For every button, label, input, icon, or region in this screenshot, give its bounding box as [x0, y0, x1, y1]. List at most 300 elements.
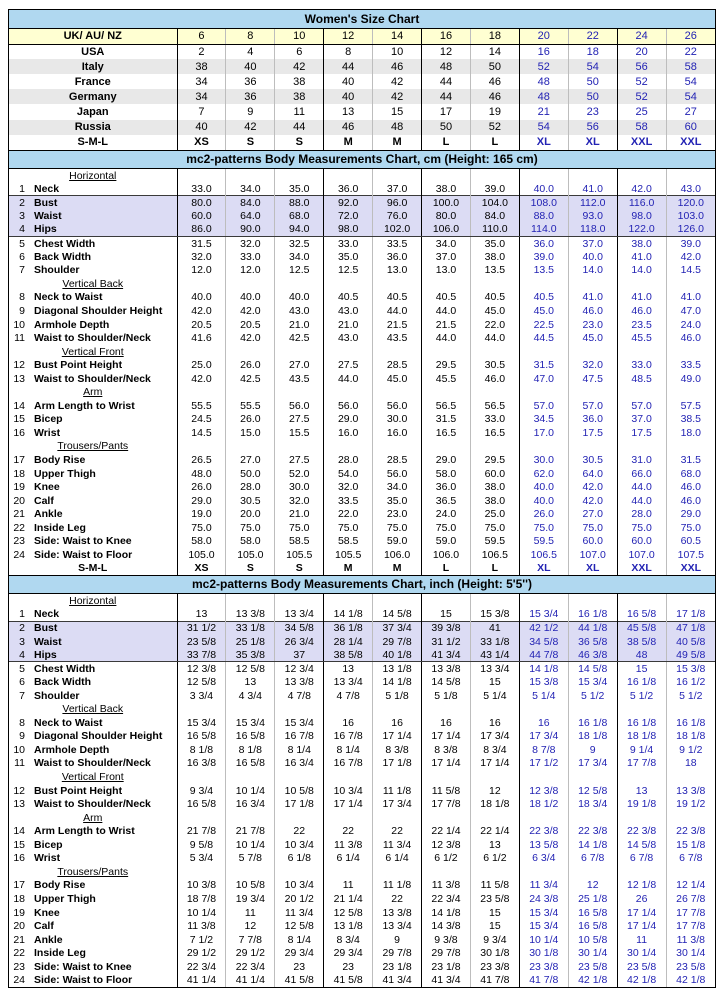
value-cell: [324, 594, 373, 608]
value-cell: 40: [177, 120, 226, 135]
measurement-row: [9, 973, 715, 987]
value-cell: 75.0: [422, 521, 471, 535]
value-cell: 15: [617, 662, 666, 676]
value-cell: S: [275, 562, 324, 576]
value-cell: 29 1/2: [177, 946, 226, 960]
size-row: [9, 135, 715, 150]
value-cell: 40.0: [275, 291, 324, 305]
value-cell: 48: [373, 120, 422, 135]
value-cell: 5 1/8: [422, 689, 471, 703]
value-cell: [519, 277, 568, 291]
value-cell: 22: [568, 29, 617, 44]
value-cell: 13 3/4: [470, 662, 519, 676]
row-number: 12: [13, 359, 25, 372]
row-number: 10: [13, 743, 25, 756]
value-cell: 6 1/4: [324, 852, 373, 866]
value-cell: [568, 703, 617, 717]
value-cell: 36 5/8: [568, 635, 617, 649]
value-cell: 26 7/8: [666, 892, 715, 906]
value-cell: 41 3/4: [422, 648, 471, 662]
value-cell: [177, 277, 226, 291]
value-cell: [177, 865, 226, 879]
subsection-label-text: Trousers/Pants: [57, 865, 129, 878]
value-cell: 42 1/8: [568, 973, 617, 987]
value-cell: 106.5: [519, 548, 568, 562]
value-cell: [226, 345, 275, 359]
value-cell: 38: [177, 59, 226, 74]
value-cell: [422, 865, 471, 879]
value-cell: 45.0: [373, 372, 422, 386]
row-number: 23: [13, 960, 25, 973]
subsection-label: [9, 345, 177, 359]
value-cell: 17 1/4: [422, 757, 471, 771]
value-cell: 30 1/8: [470, 946, 519, 960]
row-label-text: Side: Waist to Floor: [34, 974, 133, 987]
measurement-row: [9, 838, 715, 852]
value-cell: 45.5: [422, 372, 471, 386]
value-cell: [275, 770, 324, 784]
value-cell: 14 3/8: [422, 919, 471, 933]
row-number: 19: [13, 481, 25, 494]
value-cell: 4 3/4: [226, 689, 275, 703]
value-cell: 11 3/4: [373, 838, 422, 852]
measurement-row: [9, 196, 715, 210]
row-label-text: Knee: [34, 906, 60, 919]
row-label-text: Arm Length to Wrist: [34, 399, 135, 412]
value-cell: [373, 811, 422, 825]
row-number: 22: [13, 947, 25, 960]
subsection-row: [9, 345, 715, 359]
row-label-text: Wrist: [34, 852, 61, 865]
value-cell: 75.0: [470, 521, 519, 535]
value-cell: 21.5: [373, 318, 422, 332]
measurement-row: [9, 250, 715, 264]
value-cell: [324, 277, 373, 291]
value-cell: 64.0: [568, 467, 617, 481]
value-cell: 60.0: [470, 467, 519, 481]
value-cell: XL: [568, 562, 617, 576]
row-label: Italy: [9, 59, 177, 74]
value-cell: 34.0: [275, 250, 324, 264]
value-cell: 35.0: [373, 494, 422, 508]
value-cell: 11 1/8: [373, 784, 422, 798]
value-cell: 11: [226, 906, 275, 920]
subsection-row: [9, 770, 715, 784]
size-row: [9, 120, 715, 135]
value-cell: [666, 703, 715, 717]
value-cell: 16: [373, 716, 422, 730]
value-cell: 13: [226, 675, 275, 689]
value-cell: 6: [275, 44, 324, 59]
row-label-text: Bust: [34, 196, 58, 209]
value-cell: 12 5/8: [324, 906, 373, 920]
value-cell: [470, 169, 519, 183]
value-cell: 106.0: [422, 223, 471, 237]
row-number: 14: [13, 399, 25, 412]
row-label: [9, 730, 177, 744]
value-cell: 90.0: [226, 223, 275, 237]
value-cell: [666, 865, 715, 879]
row-label-text: Back Width: [34, 676, 92, 689]
value-cell: [373, 594, 422, 608]
value-cell: 45.5: [617, 331, 666, 345]
value-cell: [568, 865, 617, 879]
value-cell: 107.5: [666, 548, 715, 562]
value-cell: 59.5: [519, 535, 568, 549]
value-cell: [226, 169, 275, 183]
row-label-text: Hips: [34, 648, 57, 661]
row-label-text: Knee: [34, 481, 60, 494]
size-row: [9, 29, 715, 44]
value-cell: [470, 277, 519, 291]
value-cell: 46: [470, 74, 519, 89]
value-cell: 42.0: [666, 250, 715, 264]
value-cell: 16 5/8: [226, 757, 275, 771]
value-cell: 6: [177, 29, 226, 44]
value-cell: 22 1/4: [470, 824, 519, 838]
value-cell: 7 1/2: [177, 933, 226, 947]
row-label: [9, 824, 177, 838]
measurement-row: [9, 784, 715, 798]
measurement-row: [9, 824, 715, 838]
subsection-label-text: Vertical Front: [61, 345, 124, 358]
value-cell: 8 3/8: [373, 743, 422, 757]
value-cell: 42: [373, 89, 422, 104]
value-cell: 11 3/4: [275, 906, 324, 920]
value-cell: 13: [324, 104, 373, 119]
row-number: 2: [19, 622, 25, 635]
value-cell: 29.0: [422, 453, 471, 467]
value-cell: 58.0: [177, 535, 226, 549]
value-cell: 13: [177, 608, 226, 622]
value-cell: 52: [519, 59, 568, 74]
value-cell: 17 1/8: [666, 608, 715, 622]
value-cell: 105.0: [177, 548, 226, 562]
value-cell: 9 1/4: [617, 743, 666, 757]
value-cell: 34.0: [422, 236, 471, 250]
size-row: [9, 74, 715, 89]
value-cell: 16 3/8: [177, 757, 226, 771]
value-cell: 22 3/4: [422, 892, 471, 906]
value-cell: 25 1/8: [226, 635, 275, 649]
value-cell: 21 7/8: [226, 824, 275, 838]
value-cell: [617, 703, 666, 717]
value-cell: 20 1/2: [275, 892, 324, 906]
value-cell: 17 3/4: [519, 730, 568, 744]
row-label: [9, 196, 177, 210]
value-cell: 26: [617, 892, 666, 906]
measurement-row: [9, 635, 715, 649]
row-number: 16: [13, 852, 25, 865]
row-label: [9, 264, 177, 278]
value-cell: [226, 440, 275, 454]
row-label-text: Neck to Waist: [34, 291, 103, 304]
value-cell: 75.0: [177, 521, 226, 535]
row-number: 9: [19, 730, 25, 743]
value-cell: 13 3/8: [666, 784, 715, 798]
value-cell: 14.0: [568, 264, 617, 278]
value-cell: [177, 703, 226, 717]
value-cell: 54: [666, 74, 715, 89]
value-cell: [275, 386, 324, 400]
value-cell: 56.0: [275, 399, 324, 413]
value-cell: M: [373, 562, 422, 576]
value-cell: 18.0: [666, 426, 715, 440]
row-number: 11: [14, 757, 25, 770]
value-cell: [373, 440, 422, 454]
value-cell: 19: [470, 104, 519, 119]
value-cell: 29 7/8: [373, 635, 422, 649]
row-number: 24: [13, 974, 25, 987]
measurement-row: [9, 648, 715, 662]
value-cell: 13 3/8: [226, 608, 275, 622]
value-cell: 26 3/4: [275, 635, 324, 649]
value-cell: 17 1/4: [470, 757, 519, 771]
row-label-text: Neck to Waist: [34, 716, 103, 729]
value-cell: [666, 169, 715, 183]
row-label: Japan: [76, 106, 109, 119]
value-cell: 23 3/8: [519, 960, 568, 974]
subsection-label-text: Arm: [83, 811, 103, 824]
subsection-label: [9, 811, 177, 825]
value-cell: 41 5/8: [275, 973, 324, 987]
value-cell: 49.0: [666, 372, 715, 386]
value-cell: 8 1/8: [226, 743, 275, 757]
measurement-row: [9, 318, 715, 332]
value-cell: 40.5: [324, 291, 373, 305]
value-cell: 76.0: [373, 209, 422, 223]
value-cell: 40: [226, 59, 275, 74]
value-cell: 40.0: [177, 291, 226, 305]
value-cell: 44: [422, 74, 471, 89]
value-cell: [568, 277, 617, 291]
value-cell: 102.0: [373, 223, 422, 237]
value-cell: 9 3/4: [177, 784, 226, 798]
value-cell: 33.0: [177, 182, 226, 196]
value-cell: 37.0: [422, 250, 471, 264]
value-cell: 16 7/8: [324, 730, 373, 744]
value-cell: 55.5: [177, 399, 226, 413]
row-label-text: Bust: [34, 622, 58, 635]
row-label: [9, 743, 177, 757]
value-cell: 15: [470, 919, 519, 933]
chart-title: Women's Size Chart: [9, 10, 715, 29]
value-cell: 23 5/8: [568, 960, 617, 974]
value-cell: 12.0: [177, 264, 226, 278]
measurement-row: [9, 797, 715, 811]
value-cell: [568, 594, 617, 608]
row-label: [9, 879, 177, 893]
value-cell: 36.5: [422, 494, 471, 508]
value-cell: 41 7/8: [519, 973, 568, 987]
row-label-text: Shoulder: [34, 689, 80, 702]
row-number: 4: [19, 223, 25, 236]
value-cell: 13 3/4: [275, 608, 324, 622]
row-label-text: Waist to Shoulder/Neck: [34, 332, 151, 345]
value-cell: 8 1/4: [324, 743, 373, 757]
value-cell: 16: [422, 716, 471, 730]
subsection-row: [9, 277, 715, 291]
row-label-text: Body Rise: [34, 879, 86, 892]
row-label: [9, 182, 177, 196]
value-cell: 60.5: [666, 535, 715, 549]
row-label: [9, 946, 177, 960]
value-cell: 42 1/2: [519, 621, 568, 635]
value-cell: 107.0: [617, 548, 666, 562]
value-cell: 37.0: [617, 413, 666, 427]
value-cell: 10 1/4: [519, 933, 568, 947]
value-cell: 27.5: [275, 413, 324, 427]
value-cell: 16 3/4: [226, 797, 275, 811]
value-cell: 9 1/2: [666, 743, 715, 757]
value-cell: 50: [422, 120, 471, 135]
value-cell: [373, 345, 422, 359]
value-cell: 29.0: [177, 494, 226, 508]
value-cell: 33.0: [324, 236, 373, 250]
value-cell: 54: [519, 120, 568, 135]
value-cell: 27.0: [226, 453, 275, 467]
row-number: 15: [13, 413, 25, 426]
row-label: [9, 933, 177, 947]
value-cell: 16 5/8: [568, 919, 617, 933]
value-cell: L: [422, 135, 471, 150]
value-cell: 50.0: [226, 467, 275, 481]
value-cell: 46 3/8: [568, 648, 617, 662]
value-cell: 21.0: [275, 507, 324, 521]
value-cell: 31 1/2: [422, 635, 471, 649]
row-label: [9, 852, 177, 866]
value-cell: 24: [617, 29, 666, 44]
size-row: [9, 59, 715, 74]
value-cell: 15 3/4: [568, 675, 617, 689]
value-cell: 22 3/4: [177, 960, 226, 974]
value-cell: 44.0: [422, 304, 471, 318]
value-cell: 16 1/8: [568, 716, 617, 730]
value-cell: 6 1/4: [373, 852, 422, 866]
value-cell: 21 1/4: [324, 892, 373, 906]
value-cell: [519, 594, 568, 608]
value-cell: 33.0: [617, 358, 666, 372]
value-cell: 42.0: [568, 494, 617, 508]
value-cell: 8 1/4: [275, 933, 324, 947]
value-cell: 57.5: [666, 399, 715, 413]
row-label: [9, 521, 177, 535]
value-cell: 29.5: [422, 358, 471, 372]
row-label: [9, 507, 177, 521]
value-cell: [666, 277, 715, 291]
value-cell: 26: [666, 29, 715, 44]
row-number: 16: [13, 426, 25, 439]
value-cell: 23 5/8: [177, 635, 226, 649]
value-cell: 46: [470, 89, 519, 104]
value-cell: 42 1/8: [617, 973, 666, 987]
value-cell: 10: [373, 44, 422, 59]
value-cell: 98.0: [324, 223, 373, 237]
value-cell: 42: [275, 59, 324, 74]
value-cell: 34 5/8: [275, 621, 324, 635]
value-cell: 40 5/8: [666, 635, 715, 649]
row-number: 14: [13, 825, 25, 838]
value-cell: 41.0: [617, 291, 666, 305]
value-cell: [324, 440, 373, 454]
value-cell: 57.0: [568, 399, 617, 413]
value-cell: 36.0: [373, 250, 422, 264]
value-cell: 29.5: [470, 453, 519, 467]
value-cell: [275, 440, 324, 454]
value-cell: 12 3/4: [275, 662, 324, 676]
value-cell: 110.0: [470, 223, 519, 237]
subsection-row: [9, 865, 715, 879]
value-cell: 42.0: [226, 331, 275, 345]
value-cell: 44: [324, 59, 373, 74]
value-cell: 34: [177, 89, 226, 104]
value-cell: 47 1/8: [666, 621, 715, 635]
value-cell: 12 3/8: [177, 662, 226, 676]
value-cell: 56.0: [373, 399, 422, 413]
row-label: S-M-L: [77, 136, 109, 149]
subsection-row: [9, 811, 715, 825]
value-cell: 11 1/8: [373, 879, 422, 893]
value-cell: 29 3/4: [275, 946, 324, 960]
value-cell: 88.0: [275, 196, 324, 210]
value-cell: [422, 386, 471, 400]
value-cell: 24.0: [422, 507, 471, 521]
value-cell: 21.0: [275, 318, 324, 332]
value-cell: 41 3/4: [373, 973, 422, 987]
size-chart-table: [8, 9, 716, 988]
value-cell: [373, 386, 422, 400]
value-cell: 37.0: [373, 182, 422, 196]
value-cell: 40 1/8: [373, 648, 422, 662]
value-cell: 48: [519, 74, 568, 89]
value-cell: 22: [324, 824, 373, 838]
value-cell: 88.0: [519, 209, 568, 223]
value-cell: 44.0: [324, 372, 373, 386]
value-cell: 17 1/4: [373, 730, 422, 744]
value-cell: 19 1/8: [617, 797, 666, 811]
value-cell: 31.0: [617, 453, 666, 467]
value-cell: [422, 345, 471, 359]
value-cell: 12.5: [275, 264, 324, 278]
value-cell: 5 1/2: [617, 689, 666, 703]
subsection-label: [9, 594, 177, 608]
value-cell: 4 7/8: [324, 689, 373, 703]
value-cell: [422, 169, 471, 183]
value-cell: [666, 770, 715, 784]
value-cell: 14 1/8: [568, 838, 617, 852]
row-label: [9, 494, 177, 508]
row-number: 12: [13, 784, 25, 797]
value-cell: 8 3/8: [422, 743, 471, 757]
value-cell: 52.0: [275, 467, 324, 481]
value-cell: 15.0: [226, 426, 275, 440]
value-cell: 31 1/2: [177, 621, 226, 635]
value-cell: 47.0: [519, 372, 568, 386]
value-cell: 9: [226, 104, 275, 119]
value-cell: 10 1/4: [177, 906, 226, 920]
value-cell: 47.5: [568, 372, 617, 386]
row-label: [9, 291, 177, 305]
value-cell: 8 7/8: [519, 743, 568, 757]
value-cell: 41.0: [568, 291, 617, 305]
value-cell: 49 5/8: [666, 648, 715, 662]
row-number: 13: [13, 372, 25, 385]
value-cell: [470, 386, 519, 400]
value-cell: [177, 345, 226, 359]
value-cell: 44 1/8: [568, 621, 617, 635]
value-cell: [519, 865, 568, 879]
row-label: USA: [81, 45, 105, 58]
